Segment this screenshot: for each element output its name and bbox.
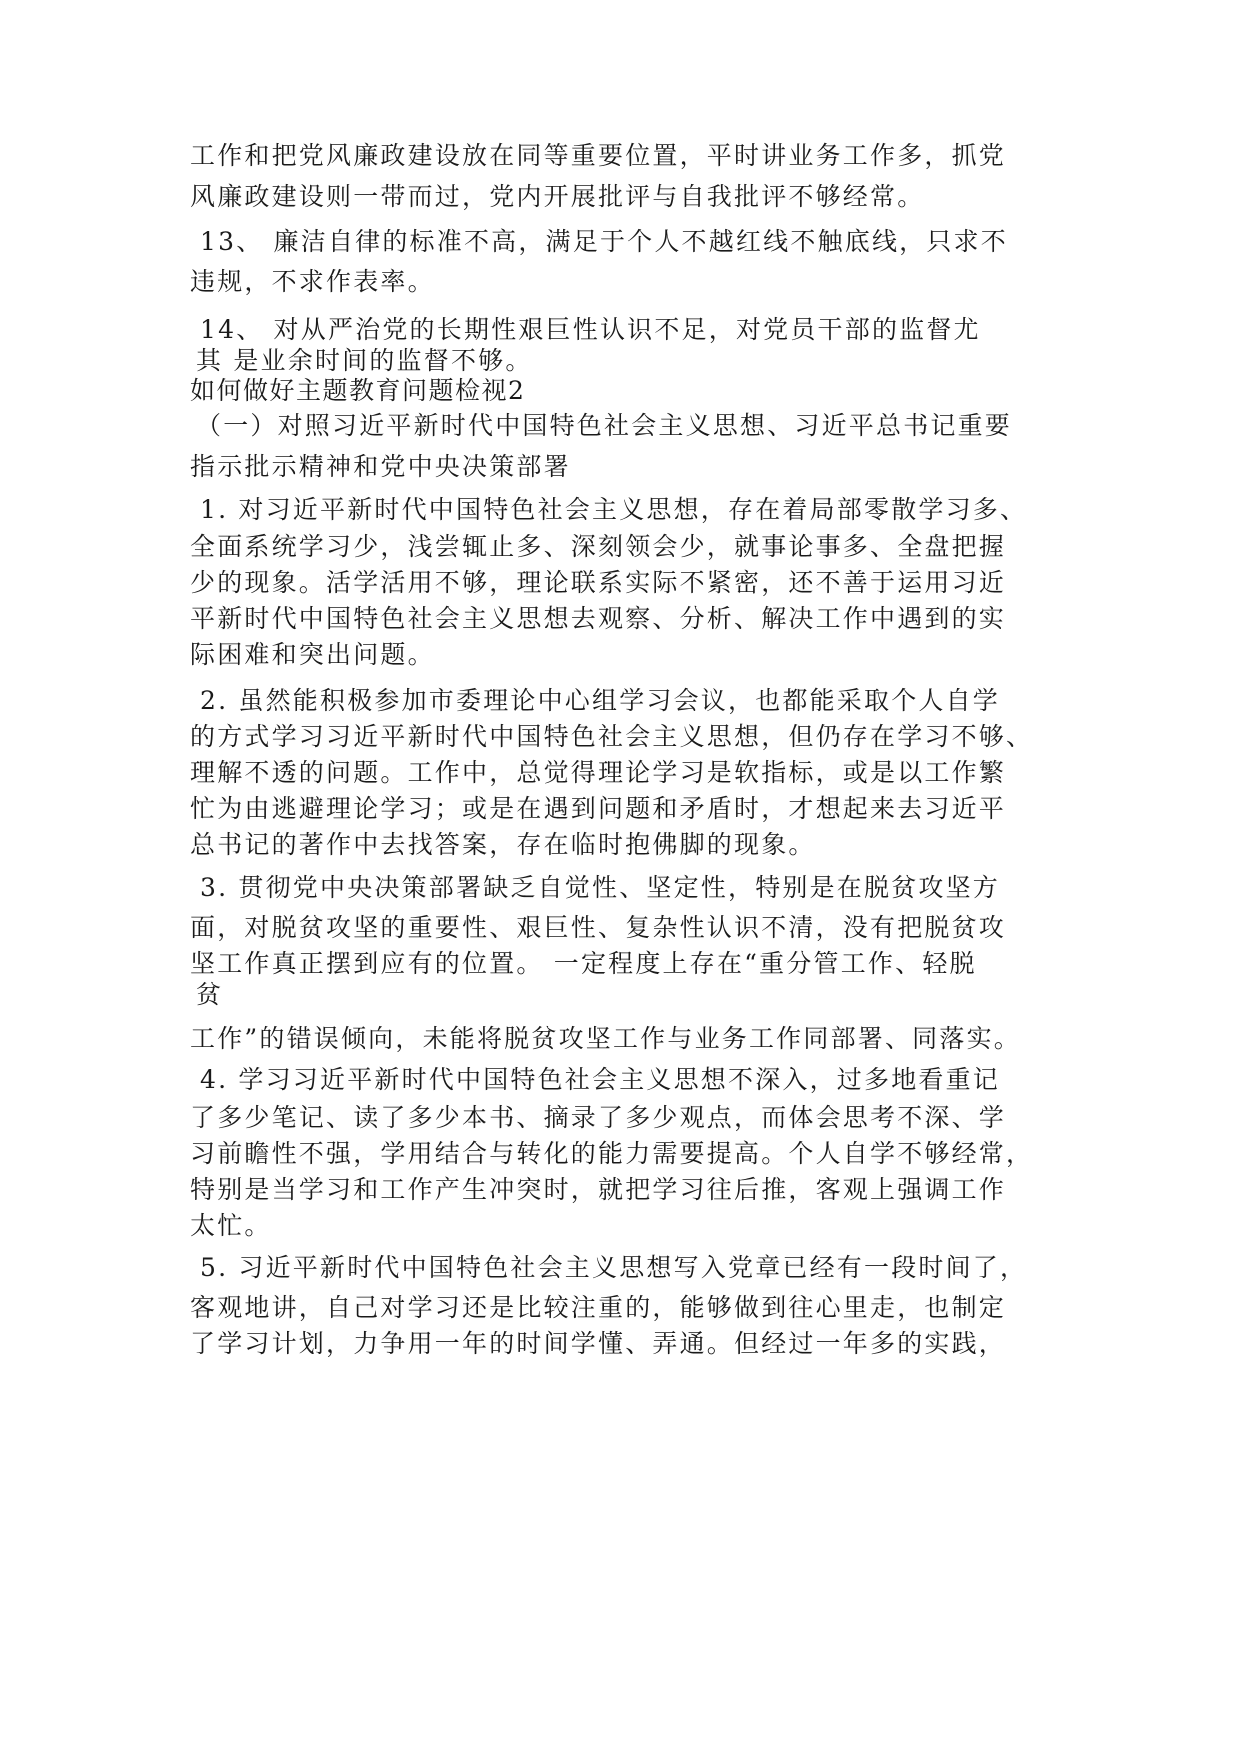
text-line: 2. 虽然能积极参加市委理论中心组学习会议，也都能采取个人自学 <box>200 686 1001 715</box>
text-line: 4. 学习习近平新时代中国特色社会主义思想不深入，过多地看重记 <box>200 1065 1001 1094</box>
text-line: 全面系统学习少，浅尝辄止多、深刻领会少，就事论事多、全盘把握 <box>190 532 1007 561</box>
text-line: 面，对脱贫攻坚的重要性、艰巨性、复杂性认识不清，没有把脱贫攻 <box>190 913 1007 942</box>
text-line: 的方式学习习近平新时代中国特色社会主义思想，但仍存在学习不够、 <box>190 722 1034 751</box>
text-line: 违规，不求作表率。 <box>190 267 435 296</box>
text-line: 理解不透的问题。工作中，总觉得理论学习是软指标，或是以工作繁 <box>190 758 1007 787</box>
text-line: 贫 <box>196 980 224 1009</box>
text-line: 习前瞻性不强，学用结合与转化的能力需要提高。个人自学不够经常， <box>190 1139 1034 1168</box>
text-line: 工作”的错误倾向，未能将脱贫攻坚工作与业务工作同部署、同落实。 <box>190 1024 1021 1053</box>
text-line: 坚工作真正摆到应有的位置。 一定程度上存在“重分管工作、轻脱 <box>190 949 977 978</box>
text-line: 总书记的著作中去找答案，存在临时抱佛脚的现象。 <box>190 830 816 859</box>
text-line: 际困难和突出问题。 <box>190 640 435 669</box>
text-line: 5. 习近平新时代中国特色社会主义思想写入党章已经有一段时间了， <box>200 1253 1028 1282</box>
text-line: 忙为由逃避理论学习；或是在遇到问题和矛盾时，才想起来去习近平 <box>190 794 1007 823</box>
text-line: （一）对照习近平新时代中国特色社会主义思想、习近平总书记重要 <box>196 411 1013 440</box>
text-line: 了学习计划，力争用一年的时间学懂、弄通。但经过一年多的实践， <box>190 1329 1007 1358</box>
text-line: 工作和把党风廉政建设放在同等重要位置，平时讲业务工作多，抓党 <box>190 141 1007 170</box>
text-line: 平新时代中国特色社会主义思想去观察、分析、解决工作中遇到的实 <box>190 604 1007 633</box>
text-line: 其 是业余时间的监督不够。 <box>196 346 533 375</box>
text-line: 14、 对从严治党的长期性艰巨性认识不足，对党员干部的监督尤 <box>200 315 981 344</box>
text-line: 风廉政建设则一带而过，党内开展批评与自我批评不够经常。 <box>190 182 925 211</box>
text-line: 13、 廉洁自律的标准不高，满足于个人不越红线不触底线，只求不 <box>200 227 1008 256</box>
text-line: 少的现象。活学活用不够，理论联系实际不紧密，还不善于运用习近 <box>190 568 1007 597</box>
text-line: 太忙。 <box>190 1211 272 1240</box>
text-line: 3. 贯彻党中央决策部署缺乏自觉性、坚定性，特别是在脱贫攻坚方 <box>200 873 1001 902</box>
text-line: 客观地讲，自己对学习还是比较注重的，能够做到往心里走，也制定 <box>190 1293 1007 1322</box>
text-line: 了多少笔记、读了多少本书、摘录了多少观点，而体会思考不深、学 <box>190 1103 1007 1132</box>
text-line: 1. 对习近平新时代中国特色社会主义思想，存在着局部零散学习多、 <box>200 495 1028 524</box>
text-line: 特别是当学习和工作产生冲突时，就把学习往后推，客观上强调工作 <box>190 1175 1007 1204</box>
section-heading: 如何做好主题教育问题检视2 <box>190 376 526 405</box>
text-line: 指示批示精神和党中央决策部署 <box>190 452 571 481</box>
